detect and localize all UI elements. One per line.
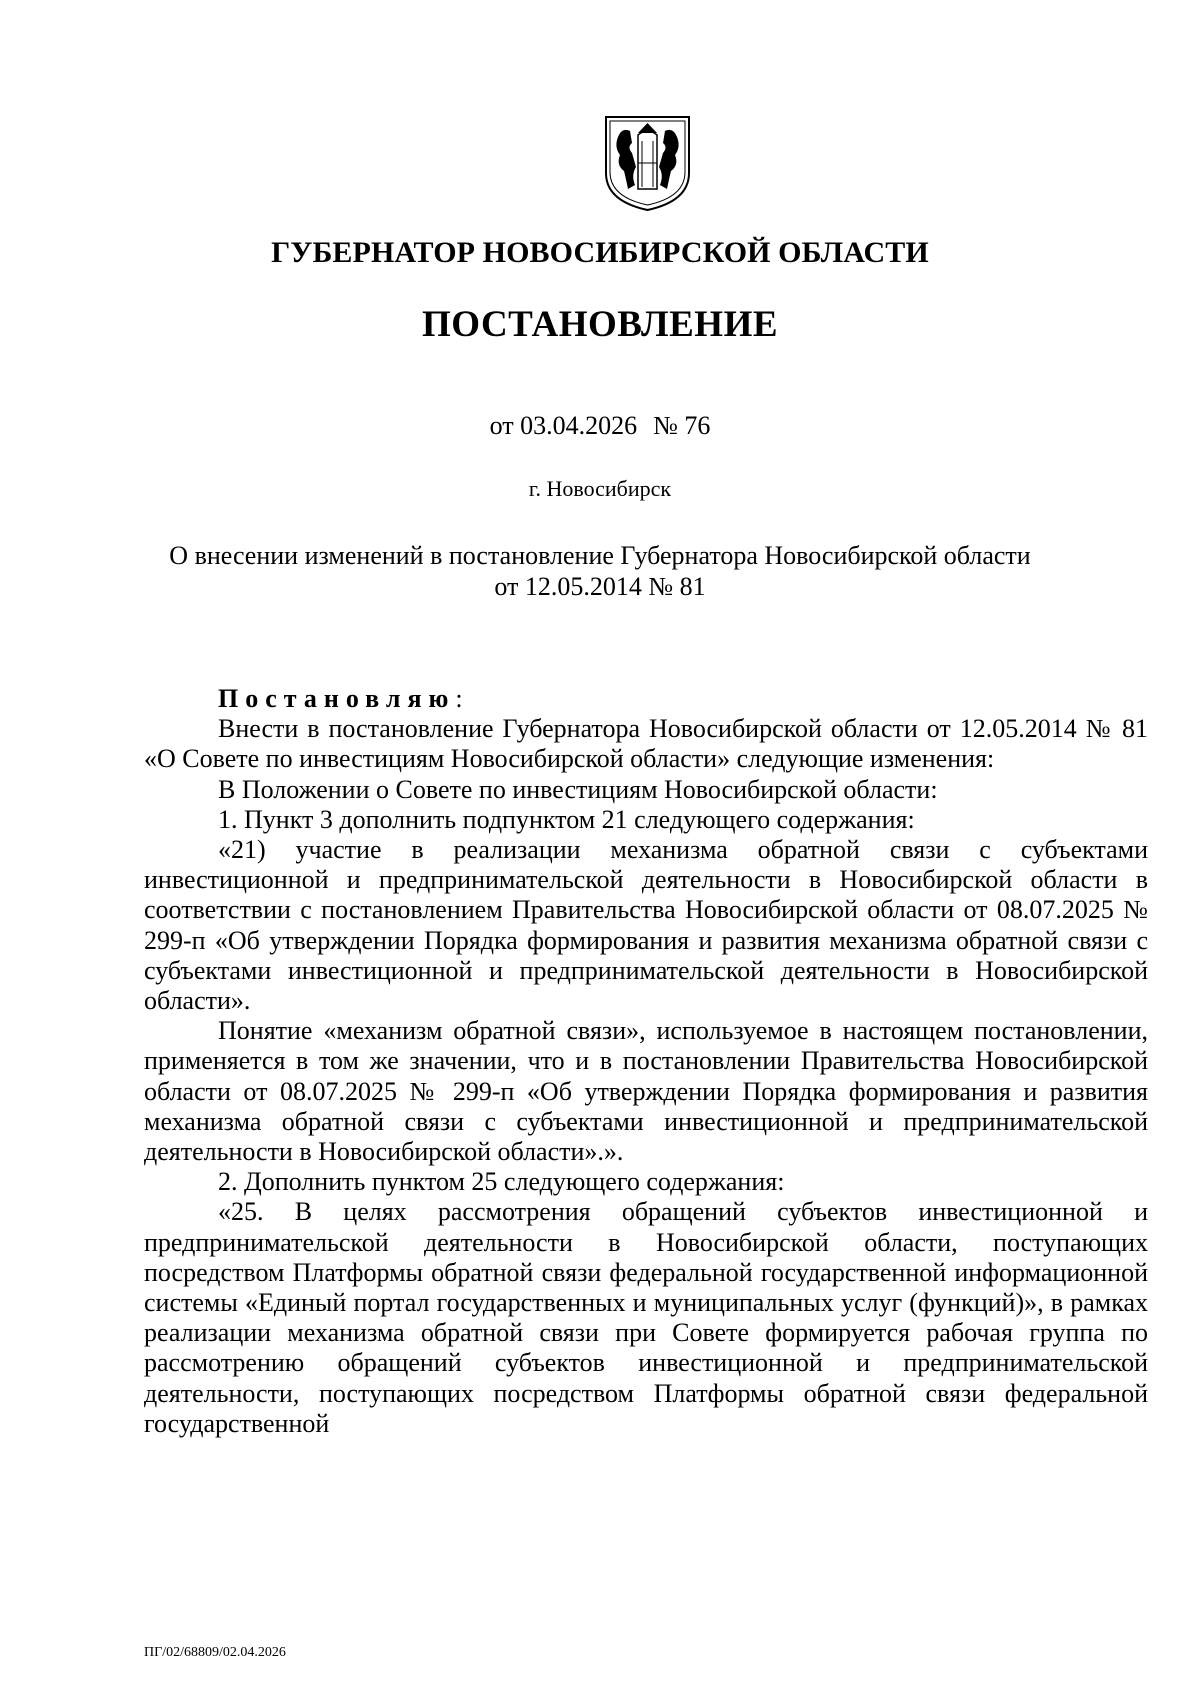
- subject-line: от 12.05.2014 № 81: [494, 572, 706, 601]
- body-paragraph: «25. В целях рассмотрения обращений субъектов инвестиционной и предпринимательской деятельности в Новосибирской области, поступающих посредством Платформы обратной связи федеральной государственной информационной системы «Единый портал государственных и муниципальных услуг (функций)», в рамках реализации механизма обратной связи при Совете формируется рабочая группа по рассмотрению обращений субъектов инвестиционной и предпринимательской деятельности, поступающих посредством Платформы обратной связи федеральной государственной: [144, 1197, 1148, 1438]
- body-paragraph: 1. Пункт 3 дополнить подпунктом 21 следующего содержания:: [218, 804, 915, 834]
- authority-title: ГУБЕРНАТОР НОВОСИБИРСКОЙ ОБЛАСТИ: [271, 236, 929, 269]
- document-registration-code: ПГ/02/68809/02.04.2026: [144, 1645, 286, 1660]
- document-city: г. Новосибирск: [528, 476, 672, 501]
- document-date-line: [0, 411, 1200, 441]
- body-paragraph: Понятие «механизм обратной связи», используемое в настоящем постановлении, применяется в том же значении, что и в постановлении Правительства Новосибирской области от 08.07.2025 № 299-п «Об утверждении Порядка формирования и развития механизма обратной связи с субъектами инвестиционной и предпринимательской деятельности в Новосибирской области».».: [144, 1016, 1148, 1167]
- body-paragraph: Внести в постановление Губернатора Новосибирской области от 12.05.2014 № 81 «О Совете по инвестициям Новосибирской области» следующие изменения:: [144, 714, 1148, 774]
- subject-line: О внесении изменений в постановление Губернатора Новосибирской области: [169, 541, 1031, 570]
- decree-colon: :: [455, 684, 463, 713]
- body-paragraph: 2. Дополнить пунктом 25 следующего содержания:: [218, 1167, 785, 1197]
- document-number: № 76: [653, 411, 711, 440]
- document-type: ПОСТАНОВЛЕНИЕ: [421, 304, 779, 345]
- document-subject: [0, 540, 1200, 602]
- body-paragraph: В Положении о Совете по инвестициям Новосибирской области:: [218, 774, 938, 804]
- decree-word: Постановляю: [218, 684, 456, 713]
- document-body: [144, 684, 1148, 1439]
- body-paragraph: «21) участие в реализации механизма обратной связи с субъектами инвестиционной и предпринимательской деятельности в Новосибирской области в соответствии с постановлением Правительства Новосибирской области от 08.07.2025 № 299-п «Об утверждении Порядка формирования и развития механизма обратной связи с субъектами инвестиционной и предпринимательской деятельности в Новосибирской области».: [144, 835, 1148, 1016]
- coat-of-arms-icon: [602, 113, 693, 213]
- decree-formula: [144, 684, 1148, 714]
- document-date: от 03.04.2026: [489, 411, 638, 440]
